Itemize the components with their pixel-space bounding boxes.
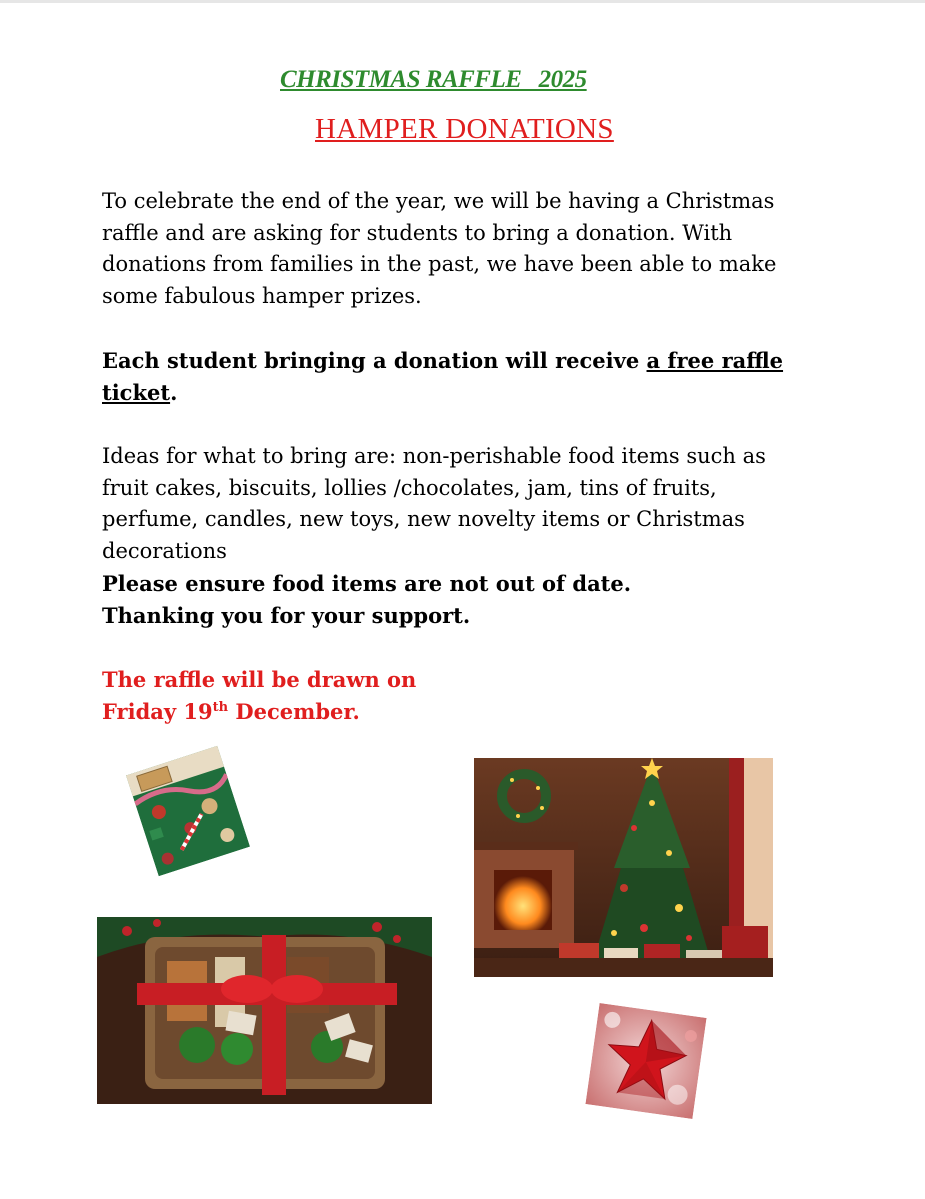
draw-line-1: The raffle will be drawn on <box>102 667 417 692</box>
christmas-tree-fireplace-photo <box>474 758 773 977</box>
thanks-note: Thanking you for your support. <box>102 603 471 628</box>
top-border <box>0 0 925 3</box>
free-ticket-emphasis: a free raffle ticket <box>102 348 784 405</box>
draw-line-2 <box>102 696 792 728</box>
draw-date: Friday 19 <box>102 699 213 724</box>
ticket-end: . <box>170 379 178 405</box>
ticket-lead: Each student bringing a donation will receive <box>102 348 647 373</box>
draw-month: December. <box>228 699 360 724</box>
ideas-paragraph: Ideas for what to bring are: non-perishable food items such as fruit cakes, biscuits, lollies /chocolates, jam, tins of fruits, perfume, candles, new toys, new novelty items or Christmas decorations <box>102 444 766 563</box>
hamper-basket-photo <box>97 917 432 1104</box>
red-star-ornament-photo <box>585 1003 706 1119</box>
page-subtitle: HAMPER DONATIONS <box>315 113 614 145</box>
ornaments-photo <box>126 746 250 876</box>
intro-paragraph: To celebrate the end of the year, we will be having a Christmas raffle and are asking for students to bring a donation. With donations from families in the past, we have been able to make some fabulous hamper prizes. <box>102 189 777 308</box>
date-suffix: th <box>212 700 229 715</box>
food-note: Please ensure food items are not out of date. <box>102 571 632 596</box>
page-title: CHRISTMAS RAFFLE 2025 <box>280 66 587 93</box>
ticket-paragraph <box>102 345 792 408</box>
